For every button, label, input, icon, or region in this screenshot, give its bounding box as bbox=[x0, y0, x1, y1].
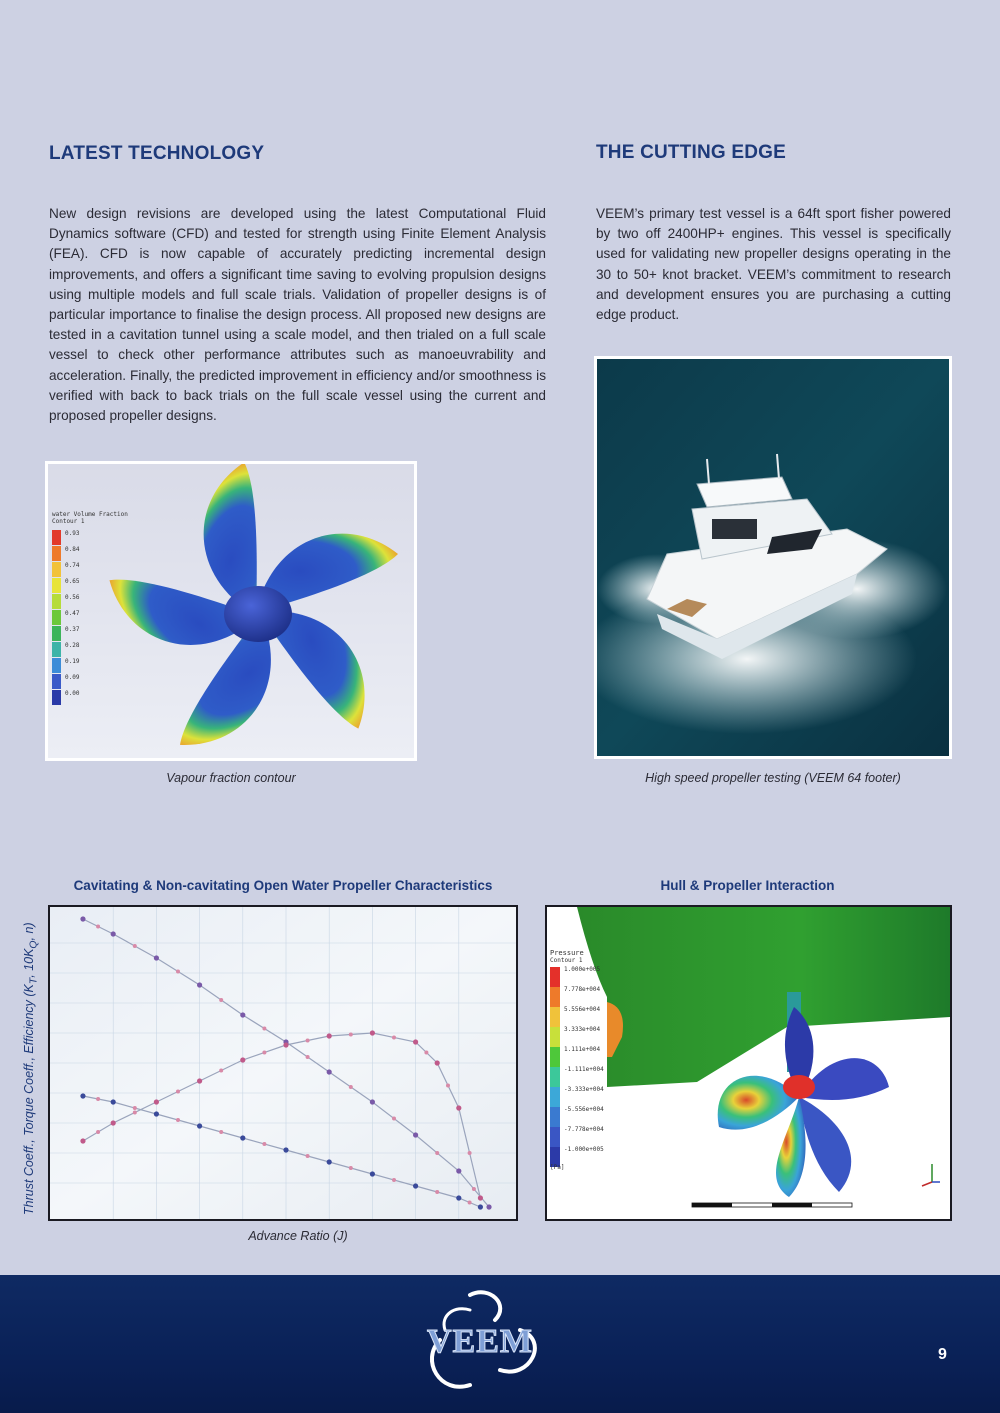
cfd-legend-swatch bbox=[52, 546, 61, 561]
hull-legend-value: 1.000e+005 bbox=[564, 966, 601, 973]
data-point bbox=[327, 1033, 332, 1038]
cfd-image-caption: Vapour fraction contour bbox=[166, 771, 296, 785]
data-point bbox=[197, 982, 202, 987]
chart-title: Cavitating & Non-cavitating Open Water Propeller Characteristics bbox=[73, 878, 493, 893]
data-point bbox=[219, 998, 223, 1002]
cfd-legend-swatch bbox=[52, 530, 61, 545]
data-point bbox=[413, 1183, 418, 1188]
hull-legend-swatch bbox=[550, 1107, 560, 1127]
page-number: 9 bbox=[938, 1346, 947, 1363]
cfd-legend-swatch bbox=[52, 690, 61, 705]
cfd-legend-value: 0.74 bbox=[65, 562, 80, 569]
y-label-part-1: Thrust Coeff., Torque Coeff., Efficiency (K bbox=[22, 984, 36, 1215]
data-point bbox=[111, 1099, 116, 1104]
data-point bbox=[327, 1069, 332, 1074]
cfd-legend-value: 0.09 bbox=[65, 674, 80, 681]
cfd-legend-swatch bbox=[52, 594, 61, 609]
cfd-legend-swatch bbox=[52, 626, 61, 641]
hull-legend-subtitle: Contour 1 bbox=[550, 957, 583, 964]
data-point bbox=[392, 1036, 396, 1040]
section-heading-cutting-edge: THE CUTTING EDGE bbox=[596, 142, 787, 163]
y-label-sub-t: T bbox=[28, 977, 40, 985]
data-point bbox=[176, 1118, 180, 1122]
cfd-legend-subtitle: Contour 1 bbox=[52, 518, 85, 525]
hull-legend-value: -3.333e+004 bbox=[564, 1086, 604, 1093]
hull-legend-value: 7.778e+004 bbox=[564, 986, 601, 993]
cfd-legend-value: 0.47 bbox=[65, 610, 80, 617]
hull-legend-value: -1.000e+005 bbox=[564, 1146, 604, 1153]
data-point bbox=[133, 944, 137, 948]
y-label-part-3: , n) bbox=[22, 922, 36, 941]
data-point bbox=[197, 1123, 202, 1128]
data-point bbox=[472, 1187, 476, 1191]
data-point bbox=[456, 1195, 461, 1200]
data-point bbox=[392, 1178, 396, 1182]
data-point bbox=[349, 1166, 353, 1170]
latest-technology-body: New design revisions are developed using the latest Computational Fluid Dynamics software (CFD) and tested for strength using Finite Element Analysis (FEA). CFD is now capable of accurately predicting incremental design improvements, and offers a significant time saving to evolving propulsion designs using multiple models and full scale trials. Validation of propeller designs is of particular importance to finalise the design process. All proposed new designs are tested in a cavitation tunnel using a scale model, and then trialed on a full scale vessel to check other performance attributes such as manoeuvrability and acceleration. Finally, the predicted improvement in efficiency and/or smoothness is verified with back to back trials on the full scale vessel using the current and proposed propeller designs. bbox=[49, 206, 546, 424]
hull-legend-swatch bbox=[550, 1067, 560, 1087]
data-point bbox=[197, 1078, 202, 1083]
data-point bbox=[283, 1042, 288, 1047]
data-point bbox=[80, 1093, 85, 1098]
hull-legend-swatch bbox=[550, 1027, 560, 1047]
data-point bbox=[424, 1051, 428, 1055]
data-point bbox=[96, 1130, 100, 1134]
hull-legend-value: -7.778e+004 bbox=[564, 1126, 604, 1133]
data-point bbox=[306, 1055, 310, 1059]
chart-y-axis-label bbox=[22, 915, 42, 1215]
hull-legend-value: 5.556e+004 bbox=[564, 1006, 601, 1013]
cfd-legend-swatch bbox=[52, 674, 61, 689]
scale-bar bbox=[692, 1203, 852, 1207]
cfd-legend-value: 0.84 bbox=[65, 546, 80, 553]
propeller-characteristics-chart bbox=[48, 905, 518, 1221]
data-point bbox=[478, 1204, 483, 1209]
data-point bbox=[96, 1097, 100, 1101]
data-point bbox=[176, 970, 180, 974]
cfd-legend-value: 0.65 bbox=[65, 578, 80, 585]
data-point bbox=[349, 1033, 353, 1037]
cfd-legend-swatch bbox=[52, 658, 61, 673]
chart-plot-area bbox=[50, 907, 516, 1219]
veem-logo bbox=[400, 1285, 560, 1400]
boat-photo-caption: High speed propeller testing (VEEM 64 footer) bbox=[645, 771, 901, 785]
hull-legend-value: 1.111e+004 bbox=[564, 1046, 601, 1053]
data-point bbox=[96, 925, 100, 929]
hull-interaction-title: Hull & Propeller Interaction bbox=[660, 878, 835, 893]
data-point bbox=[133, 1106, 137, 1110]
cfd-legend-value: 0.93 bbox=[65, 530, 80, 537]
data-point bbox=[240, 1012, 245, 1017]
data-point bbox=[327, 1159, 332, 1164]
data-point bbox=[154, 1111, 159, 1116]
data-point bbox=[486, 1204, 491, 1209]
hull-legend-swatch bbox=[550, 987, 560, 1007]
data-point bbox=[413, 1039, 418, 1044]
cfd-legend-value: 0.28 bbox=[65, 642, 80, 649]
data-point bbox=[478, 1195, 483, 1200]
cfd-legend-swatch bbox=[52, 642, 61, 657]
data-point bbox=[262, 1027, 266, 1031]
hull-legend-value: 3.333e+004 bbox=[564, 1026, 601, 1033]
data-point bbox=[262, 1142, 266, 1146]
cfd-legend-value: 0.00 bbox=[65, 690, 80, 697]
data-point bbox=[176, 1090, 180, 1094]
cfd-legend-swatch bbox=[52, 610, 61, 625]
hull-legend-swatch bbox=[550, 1127, 560, 1147]
cfd-legend-value: 0.56 bbox=[65, 594, 80, 601]
data-point bbox=[80, 916, 85, 921]
data-point bbox=[240, 1057, 245, 1062]
hull-pressure-contour-graphic bbox=[547, 907, 950, 1219]
y-label-sub-q: Q bbox=[28, 940, 40, 949]
data-point bbox=[435, 1190, 439, 1194]
data-point bbox=[456, 1168, 461, 1173]
chart-x-axis-label: Advance Ratio (J) bbox=[248, 1229, 348, 1243]
hull-propeller-interaction-image bbox=[545, 905, 952, 1221]
cutting-edge-body: VEEM’s primary test vessel is a 64ft sport fisher powered by two off 2400HP+ engines. This vessel is specifically used for validating new propeller designs operating in the 30 to 50+ knot bracket. VEEM’s commitment to research and development ensures you are purchasing a cutting edge product. bbox=[596, 206, 951, 323]
veem-logo-text: VEEM bbox=[427, 1323, 533, 1360]
data-point bbox=[111, 931, 116, 936]
cfd-propeller-image bbox=[45, 461, 417, 761]
cfd-legend-swatch bbox=[52, 562, 61, 577]
data-point bbox=[154, 1099, 159, 1104]
cfd-legend-value: 0.37 bbox=[65, 626, 80, 633]
cfd-legend-title: water Volume Fraction bbox=[52, 511, 128, 518]
data-point bbox=[370, 1030, 375, 1035]
propeller-hub bbox=[224, 586, 292, 642]
data-point bbox=[468, 1201, 472, 1205]
data-point bbox=[468, 1151, 472, 1155]
data-point bbox=[133, 1111, 137, 1115]
data-point bbox=[370, 1171, 375, 1176]
data-point bbox=[435, 1060, 440, 1065]
data-point bbox=[262, 1051, 266, 1055]
hull-legend-swatch bbox=[550, 1007, 560, 1027]
cfd-legend-value: 0.19 bbox=[65, 658, 80, 665]
data-point bbox=[435, 1151, 439, 1155]
data-point bbox=[446, 1084, 450, 1088]
data-point bbox=[306, 1039, 310, 1043]
hull-legend-unit: [Pa] bbox=[550, 1164, 565, 1171]
data-point bbox=[306, 1154, 310, 1158]
data-point bbox=[80, 1138, 85, 1143]
hull-legend-title: Pressure bbox=[550, 949, 584, 957]
data-point bbox=[413, 1132, 418, 1137]
data-point bbox=[111, 1120, 116, 1125]
y-label-part-2: , 10K bbox=[22, 948, 36, 978]
hull-legend-swatch bbox=[550, 967, 560, 987]
sport-fisher-boat-graphic bbox=[597, 359, 949, 756]
data-point bbox=[283, 1147, 288, 1152]
hull-legend-swatch bbox=[550, 1087, 560, 1107]
vapour-fraction-contour-graphic bbox=[48, 464, 414, 758]
data-point bbox=[370, 1099, 375, 1104]
data-point bbox=[219, 1130, 223, 1134]
test-vessel-photo bbox=[594, 356, 952, 759]
hull-legend-swatch bbox=[550, 1047, 560, 1067]
section-heading-latest-technology: LATEST TECHNOLOGY bbox=[49, 143, 265, 164]
data-point bbox=[240, 1135, 245, 1140]
data-point bbox=[392, 1117, 396, 1121]
cfd-legend-swatch bbox=[52, 578, 61, 593]
data-point bbox=[154, 955, 159, 960]
hull-legend-value: -1.111e+004 bbox=[564, 1066, 604, 1073]
data-point bbox=[219, 1069, 223, 1073]
data-point bbox=[349, 1085, 353, 1089]
data-point bbox=[456, 1105, 461, 1110]
hull-legend-value: -5.556e+004 bbox=[564, 1106, 604, 1113]
